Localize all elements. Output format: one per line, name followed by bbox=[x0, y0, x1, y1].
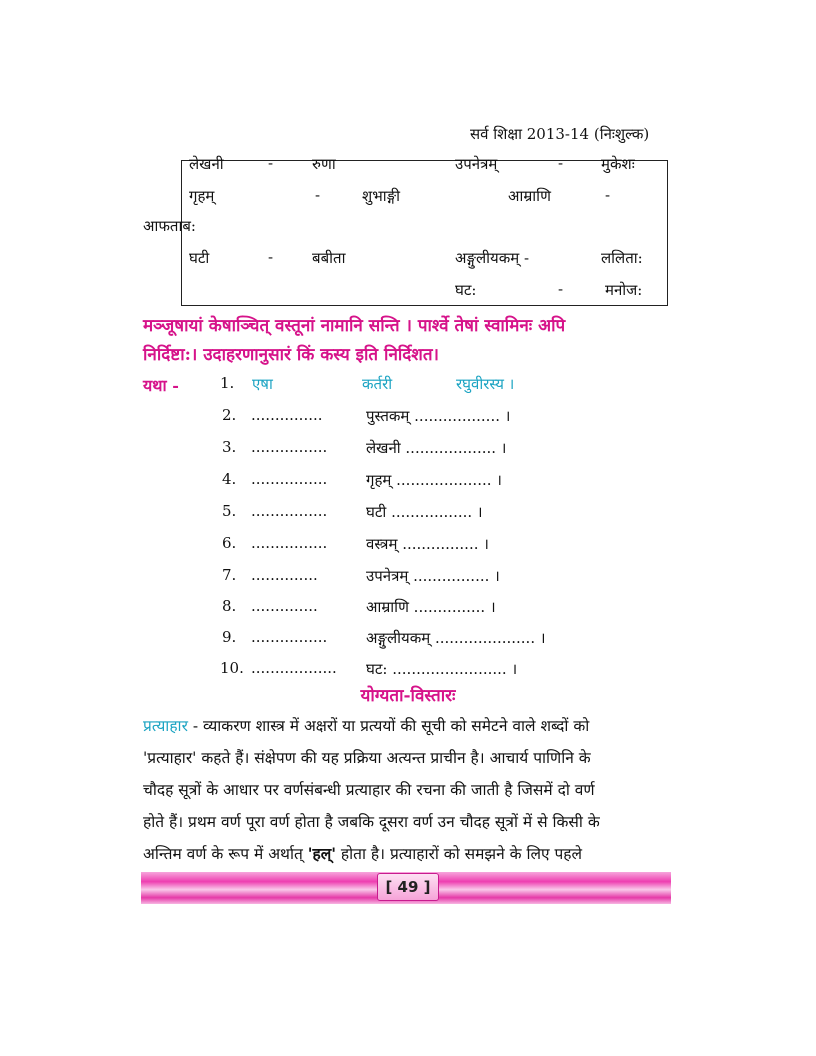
exercise-blank: .................. bbox=[251, 659, 337, 677]
exercise-number: 3. bbox=[222, 438, 237, 456]
box-item: घट: bbox=[455, 281, 477, 299]
box-dash: - bbox=[268, 248, 274, 266]
exercise-item: घट: ........................ । bbox=[366, 660, 518, 678]
exercise-blank: ................ bbox=[251, 534, 328, 552]
example-label: यथा - bbox=[143, 376, 179, 395]
box-dash: - bbox=[605, 186, 611, 204]
paragraph-line-5 bbox=[143, 842, 671, 864]
exercise-item: आम्राणि ............... । bbox=[366, 598, 496, 616]
exercise-number: 8. bbox=[222, 597, 237, 615]
paragraph-term: प्रत्याहार bbox=[143, 717, 188, 735]
exercise-blank: .............. bbox=[251, 597, 318, 615]
exercise-number: 6. bbox=[222, 534, 237, 552]
box-owner: रुणा bbox=[312, 155, 336, 173]
exercise-blank: ................ bbox=[251, 438, 328, 456]
box-owner-overflow: आफताब: bbox=[143, 217, 196, 235]
paragraph-line-5-c: होता है। प्रत्याहारों को समझने के लिए पहले bbox=[335, 845, 583, 863]
box-item: गृहम् bbox=[189, 187, 215, 205]
paragraph-term-hal: 'हल्' bbox=[307, 844, 336, 863]
exercise-blank: ................ bbox=[251, 628, 328, 646]
section-title: योग्यता-विस्तारः bbox=[360, 686, 456, 706]
exercise-number: 10. bbox=[220, 659, 244, 677]
example-number: 1. bbox=[220, 374, 235, 392]
box-owner: ललिता: bbox=[601, 249, 643, 267]
exercise-number: 2. bbox=[222, 406, 237, 424]
box-dash: - bbox=[558, 280, 564, 298]
exercise-number: 9. bbox=[222, 628, 237, 646]
exercise-item: उपनेत्रम् ................ । bbox=[366, 567, 500, 585]
exercise-number: 4. bbox=[222, 470, 237, 488]
box-owner: मुकेशः bbox=[601, 155, 635, 173]
instruction-line-1: मञ्जूषायां केषाञ्चित् वस्तूनां नामानि सन्ति । पार्श्वे तेषां स्वामिनः अपि bbox=[143, 316, 566, 336]
box-dash: - bbox=[558, 154, 564, 172]
exercise-item: गृहम् .................... । bbox=[366, 471, 502, 489]
exercise-blank: ............... bbox=[251, 406, 323, 424]
box-item: लेखनी bbox=[189, 155, 224, 173]
box-owner: शुभाङ्गी bbox=[362, 187, 401, 205]
exercise-item: वस्त्रम् ................ । bbox=[366, 535, 489, 553]
box-item: उपनेत्रम् bbox=[455, 155, 498, 173]
exercise-number: 5. bbox=[222, 502, 237, 520]
paragraph-line-5-a: अन्तिम वर्ण के रूप में अर्थात् bbox=[143, 845, 308, 863]
exercise-number: 7. bbox=[222, 566, 237, 584]
example-owner: रघुवीरस्य । bbox=[456, 375, 515, 393]
box-item: अङ्गुलीयकम् - bbox=[455, 249, 530, 267]
page-header: सर्व शिक्षा 2013-14 (निःशुल्क) bbox=[470, 125, 650, 143]
box-item: आम्राणि bbox=[508, 187, 551, 205]
paragraph-line-1 bbox=[143, 714, 671, 736]
paragraph-line-2: 'प्रत्याहार' कहते हैं। संक्षेपण की यह प्रक्रिया अत्यन्त प्राचीन है। आचार्य पाणिनि के bbox=[143, 749, 591, 767]
instruction-line-2: निर्दिष्टा:। उदाहरणानुसारं किं कस्य इति निर्दिशत। bbox=[143, 345, 440, 365]
paragraph-line-3: चौदह सूत्रों के आधार पर वर्णसंबन्धी प्रत्याहार की रचना की जाती है जिसमें दो वर्ण bbox=[143, 781, 595, 799]
paragraph-line-4: होते हैं। प्रथम वर्ण पूरा वर्ण होता है जबकि दूसरा वर्ण उन चौदह सूत्रों में से किसी के bbox=[143, 813, 600, 831]
paragraph-line-1-text: - व्याकरण शास्त्र में अक्षरों या प्रत्ययों की सूची को समेटने वाले शब्दों को bbox=[187, 717, 590, 735]
box-owner: बबीता bbox=[312, 249, 346, 267]
box-item: घटी bbox=[189, 249, 210, 267]
box-dash: - bbox=[315, 186, 321, 204]
box-owner: मनोज: bbox=[605, 281, 643, 299]
exercise-item: घटी ................. । bbox=[366, 503, 483, 521]
box-dash: - bbox=[268, 154, 274, 172]
exercise-blank: ................ bbox=[251, 470, 328, 488]
example-object: कर्तरी bbox=[362, 375, 393, 393]
exercise-blank: .............. bbox=[251, 566, 318, 584]
example-pronoun: एषा bbox=[252, 375, 273, 393]
exercise-item: अङ्गुलीयकम् ..................... । bbox=[366, 629, 546, 647]
word-box bbox=[181, 160, 668, 306]
exercise-blank: ................ bbox=[251, 502, 328, 520]
exercise-item: पुस्तकम् .................. । bbox=[366, 407, 511, 425]
page-number: [ 49 ] bbox=[377, 873, 439, 901]
exercise-item: लेखनी ................... । bbox=[366, 439, 507, 457]
